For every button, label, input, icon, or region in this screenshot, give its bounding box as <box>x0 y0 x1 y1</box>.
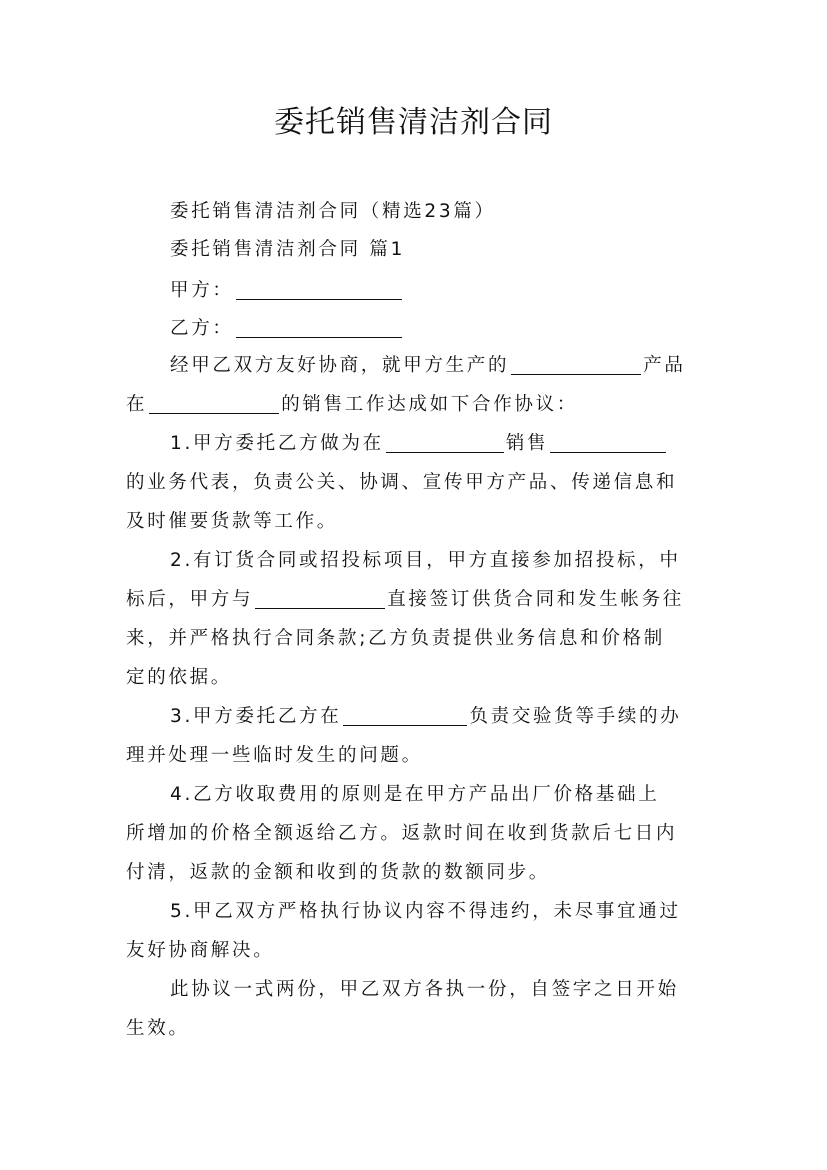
intro-text-b: 产品 <box>643 355 686 376</box>
clause-5-line-2 <box>126 932 706 970</box>
clause-4-text-b: 所增加的价格全额返给乙方。返款时间在收到货款后七日内 <box>126 823 678 844</box>
clause-1-text-a: 1.甲方委托乙方做为在 <box>170 433 384 454</box>
subtitle-text: 委托销售清洁剂合同（精选23篇） <box>170 201 496 222</box>
closing-text-b: 生效。 <box>126 1018 190 1039</box>
clause-2-line-2 <box>126 581 706 619</box>
clause-3-line-1 <box>170 698 706 736</box>
section-heading <box>170 231 706 269</box>
intro-text-a: 经甲乙双方友好协商，就甲方生产的 <box>170 355 510 376</box>
clause-2-text-b: 标后，甲方与 <box>126 589 254 610</box>
clause-4-text-a: 4.乙方收取费用的原则是在甲方产品出厂价格基础上 <box>170 784 660 805</box>
clause-2-line-1 <box>170 542 706 580</box>
closing-line-1 <box>170 971 706 1009</box>
section-heading-text: 委托销售清洁剂合同 篇1 <box>170 239 406 260</box>
clause-2-text-e: 定的依据。 <box>126 667 233 688</box>
clause-3-blank <box>343 698 467 726</box>
clause-3-line-2 <box>126 737 706 775</box>
party-b-label: 乙方： <box>170 318 234 339</box>
clause-3-text-c: 理并处理一些临时发生的问题。 <box>126 745 423 766</box>
clause-2-line-4 <box>126 659 706 697</box>
clause-1-blank-b <box>550 425 666 453</box>
intro-text-c: 在 <box>126 394 148 415</box>
region-blank <box>149 386 279 414</box>
clause-1-text-c: 的业务代表，负责公关、协调、宣传甲方产品、传递信息和 <box>126 472 678 493</box>
document-title: 委托销售清洁剂合同 <box>274 105 553 140</box>
closing-line-2 <box>126 1010 706 1048</box>
intro-text-d: 的销售工作达成如下合作协议： <box>281 394 579 415</box>
clause-4-line-1 <box>170 776 706 814</box>
clause-2-text-c: 直接签订供货合同和发生帐务往 <box>387 589 685 610</box>
clause-2-text-d: 来，并严格执行合同条款;乙方负责提供业务信息和价格制 <box>126 628 665 649</box>
clause-5-text-b: 友好协商解决。 <box>126 940 275 961</box>
clause-1-line-2 <box>126 464 706 502</box>
clause-1-text-d: 及时催要货款等工作。 <box>126 511 339 532</box>
document-subtitle <box>170 193 706 231</box>
closing-text-a: 此协议一式两份，甲乙双方各执一份，自签字之日开始 <box>170 979 679 1000</box>
party-a-line <box>170 272 706 310</box>
clause-1-blank-a <box>386 425 504 453</box>
party-a-label: 甲方： <box>170 280 234 301</box>
party-b-line <box>170 310 706 348</box>
clause-5-text-a: 5.甲乙双方严格执行协议内容不得违约，未尽事宜通过 <box>170 901 681 922</box>
clause-2-text-a: 2.有订货合同或招投标项目，甲方直接参加招投标，中 <box>170 550 681 571</box>
product-blank <box>511 347 641 375</box>
clause-5-line-1 <box>170 893 706 931</box>
party-a-blank <box>236 272 402 300</box>
clause-1-line-1 <box>170 425 706 463</box>
intro-line-2 <box>126 386 706 424</box>
clause-4-line-3 <box>126 854 706 892</box>
clause-2-blank <box>255 581 385 609</box>
party-b-blank <box>236 310 402 338</box>
intro-line-1 <box>170 347 706 385</box>
clause-4-text-c: 付清，返款的金额和收到的货款的数额同步。 <box>126 862 551 883</box>
clause-3-text-b: 负责交验货等手续的办 <box>469 706 682 727</box>
clause-1-text-b: 销售 <box>505 433 549 454</box>
clause-1-line-3 <box>126 503 706 541</box>
clause-3-text-a: 3.甲方委托乙方在 <box>170 706 342 727</box>
clause-2-line-3 <box>126 620 706 658</box>
clause-4-line-2 <box>126 815 706 853</box>
